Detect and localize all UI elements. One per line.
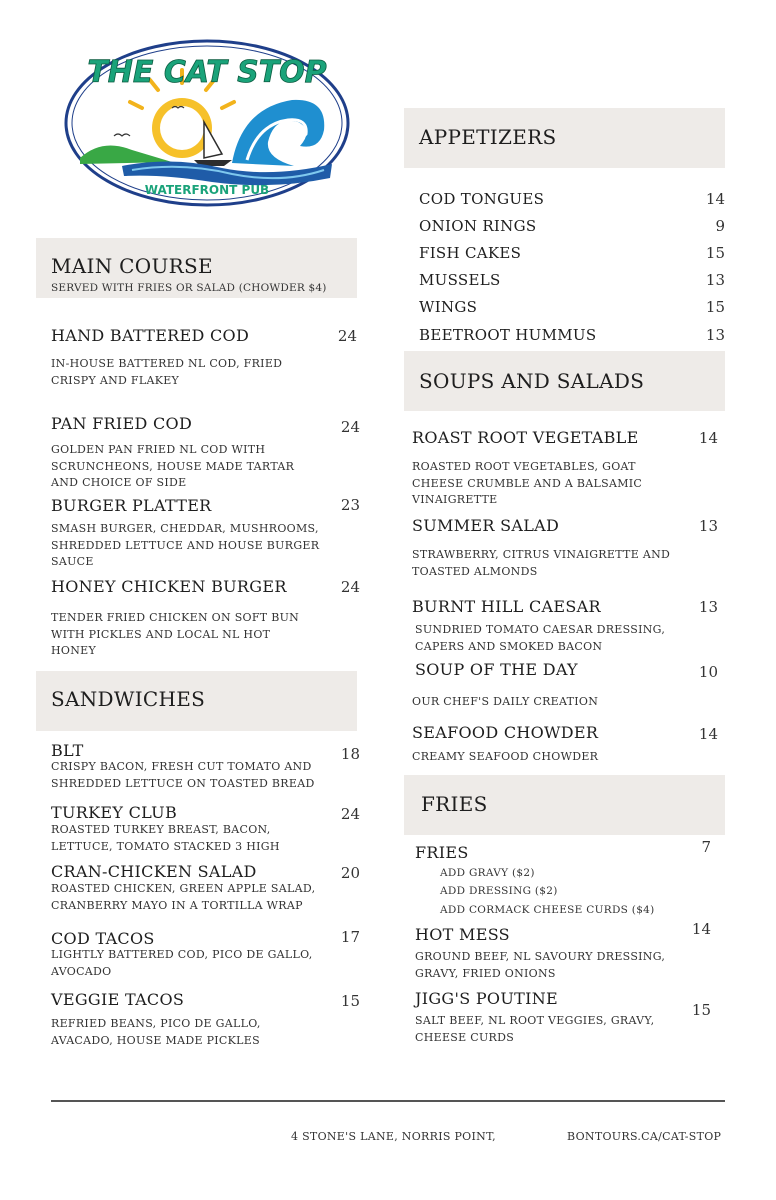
menu-item-desc: SALT BEEF, NL ROOT VEGGIES, GRAVY, CHEESE CURDS: [415, 1014, 655, 1044]
main-course-subtitle: SERVED WITH FRIES OR SALAD (CHOWDER $4): [51, 282, 327, 294]
menu-item-name: SOUP OF THE DAY: [415, 660, 578, 679]
menu-item-price: 24: [340, 805, 360, 823]
menu-item-desc: REFRIED BEANS, PICO DE GALLO, AVACADO, HOUSE MADE PICKLES: [51, 1017, 261, 1047]
menu-item-name: FISH CAKES: [419, 244, 522, 262]
menu-item-name: BURGER PLATTER: [51, 496, 212, 515]
menu-item-desc: ROASTED CHICKEN, GREEN APPLE SALAD, CRANBERRY MAYO IN A TORTILLA WRAP: [51, 882, 316, 912]
menu-item-name: TURKEY CLUB: [51, 803, 178, 822]
appetizer-row: [419, 190, 725, 216]
appetizer-row: [419, 244, 725, 270]
menu-item-price: 10: [698, 663, 718, 681]
menu-item-name: VEGGIE TACOS: [51, 990, 185, 1009]
appetizer-row: [419, 271, 725, 297]
fries-addon: ADD GRAVY ($2): [440, 867, 535, 879]
menu-item-desc: LIGHTLY BATTERED COD, PICO DE GALLO, AVOCADO: [51, 948, 313, 978]
menu-item-desc: GOLDEN PAN FRIED NL COD WITH SCRUNCHEONS, HOUSE MADE TARTAR AND CHOICE OF SIDE: [51, 443, 295, 489]
menu-item-price: 20: [340, 864, 360, 882]
menu-item-desc: TENDER FRIED CHICKEN ON SOFT BUN WITH PICKLES AND LOCAL NL HOT HONEY: [51, 611, 300, 657]
menu-item-price: 15: [705, 244, 725, 262]
menu-item-name: BURNT HILL CAESAR: [412, 597, 601, 616]
menu-item-price: 17: [340, 928, 360, 946]
menu-item-name: CRAN-CHICKEN SALAD: [51, 862, 257, 881]
logo-subtitle: WATERFRONT PUB: [144, 183, 270, 197]
sandwiches-title: SANDWICHES: [51, 687, 206, 711]
menu-item-desc: GROUND BEEF, NL SAVOURY DRESSING, GRAVY, FRIED ONIONS: [415, 950, 666, 980]
menu-item-price: 14: [705, 190, 725, 208]
footer-website[interactable]: BONTOURS.CA/CAT-STOP: [567, 1130, 722, 1143]
menu-item-name: SUMMER SALAD: [412, 516, 560, 535]
menu-item-name: COD TONGUES: [419, 190, 545, 208]
menu-item-desc: ROASTED TURKEY BREAST, BACON, LETTUCE, TOMATO STACKED 3 HIGH: [51, 823, 280, 853]
menu-item-name: WINGS: [419, 298, 478, 316]
appetizer-row: [419, 326, 725, 352]
menu-item-name: JIGG'S POUTINE: [415, 989, 558, 1008]
menu-item-name: MUSSELS: [419, 271, 501, 289]
menu-item-name: BLT: [51, 741, 84, 760]
menu-item-price: 9: [715, 217, 725, 235]
menu-item-price: 13: [698, 517, 718, 535]
menu-item-desc: CRISPY BACON, FRESH CUT TOMATO AND SHREDDED LETTUCE ON TOASTED BREAD: [51, 760, 315, 790]
menu-item-price: 24: [340, 418, 360, 436]
main-course-title: MAIN COURSE: [51, 254, 213, 278]
menu-item-price: 24: [337, 327, 357, 345]
appetizer-row: [419, 217, 725, 243]
menu-item-name: BEETROOT HUMMUS: [419, 326, 597, 344]
menu-item-price: 15: [705, 298, 725, 316]
logo: [62, 38, 352, 208]
menu-item-price: 14: [691, 920, 711, 938]
menu-item-desc: CREAMY SEAFOOD CHOWDER: [412, 750, 599, 763]
menu-item-desc: IN-HOUSE BATTERED NL COD, FRIED CRISPY AND FLAKEY: [51, 357, 283, 387]
menu-item-desc: SUNDRIED TOMATO CAESAR DRESSING, CAPERS AND SMOKED BACON: [415, 623, 666, 653]
fries-addon: ADD CORMACK CHEESE CURDS ($4): [440, 904, 655, 916]
menu-item-desc: STRAWBERRY, CITRUS VINAIGRETTE AND TOASTED ALMONDS: [412, 548, 671, 578]
menu-item-desc: SMASH BURGER, CHEDDAR, MUSHROOMS, SHREDDED LETTUCE AND HOUSE BURGER SAUCE: [51, 522, 320, 568]
menu-item-name: SEAFOOD CHOWDER: [412, 723, 599, 742]
menu-item-name: PAN FRIED COD: [51, 414, 193, 433]
menu-item-price: 13: [705, 271, 725, 289]
menu-item-name: HOT MESS: [415, 925, 510, 944]
menu-item-price: 14: [698, 725, 718, 743]
menu-item-price: 13: [705, 326, 725, 344]
soups-salads-title: SOUPS AND SALADS: [419, 369, 645, 393]
logo-title: THE CAT STOP: [87, 55, 327, 90]
menu-item-desc: ROASTED ROOT VEGETABLES, GOAT CHEESE CRUMBLE AND A BALSAMIC VINAIGRETTE: [412, 460, 643, 506]
fries-title: FRIES: [421, 792, 488, 816]
menu-item-price: 18: [340, 745, 360, 763]
menu-item-name: COD TACOS: [51, 929, 155, 948]
menu-item-desc: OUR CHEF'S DAILY CREATION: [412, 695, 599, 708]
menu-item-price: 24: [340, 578, 360, 596]
menu-item-price: 14: [698, 429, 718, 447]
menu-item-price: 7: [701, 838, 711, 856]
logo-graphic: [62, 38, 352, 208]
menu-item-price: 15: [691, 1001, 711, 1019]
appetizer-row: [419, 298, 725, 324]
menu-item-name: FRIES: [415, 843, 469, 862]
appetizers-title: APPETIZERS: [419, 125, 557, 149]
menu-item-name: ONION RINGS: [419, 217, 537, 235]
menu-item-price: 13: [698, 598, 718, 616]
menu-item-name: HONEY CHICKEN BURGER: [51, 577, 287, 596]
menu-item-name: ROAST ROOT VEGETABLE: [412, 428, 639, 447]
footer-address: 4 STONE'S LANE, NORRIS POINT,: [291, 1130, 496, 1143]
menu-item-name: HAND BATTERED COD: [51, 326, 250, 345]
menu-item-price: 15: [340, 992, 360, 1010]
footer-divider: [51, 1100, 725, 1102]
menu-item-price: 23: [340, 496, 360, 514]
fries-addon: ADD DRESSING ($2): [440, 885, 558, 897]
